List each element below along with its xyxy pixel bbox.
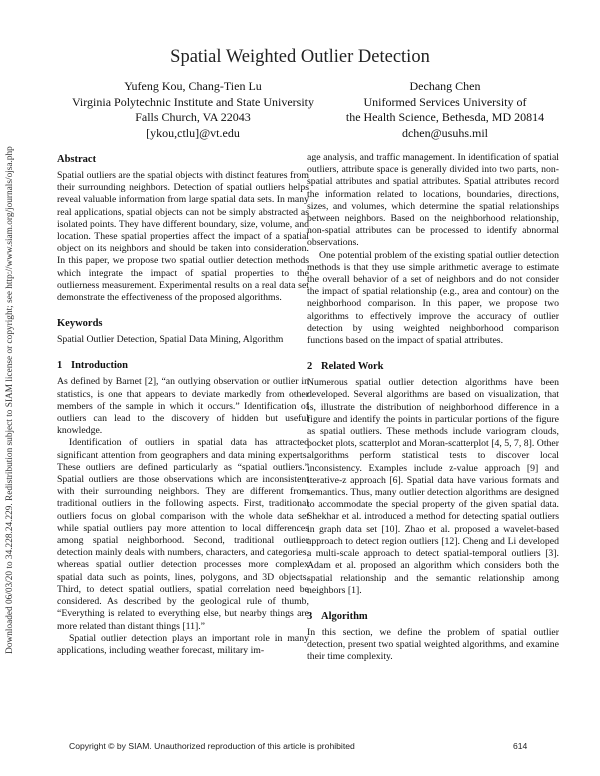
author-block-2	[310, 79, 580, 141]
author-address: Falls Church, VA 22043	[135, 110, 251, 124]
paragraph: Numerous spatial outlier detection algorithms have been developed. Several algorithms are based on visualization, that is, illustrate the distribution of neighborhood difference in a figure and identify the points in particular portions of the figure as spatial outliers. These methods include variogram clouds, pocket plots, scatterplot and Moran-scatterplot [4, 5, 7, 8]. Other algorithms perform statistical tests to discover local inconsistency. Examples include z-value approach [9] and iterative-z approach [6]. Spatial data have various formats and semantics. Thus, many outlier detection algorithms are designed to accommodate the special property of the given spatial data. Shekhar et al. introduced a method for detecting spatial outliers in graph data set [10]. Zhao et al. proposed a wavelet-based approach to detect region outliers [12]. Cheng and Li developed a multi-scale approach to detect spatial-temporal outliers [3]. Adam et al. proposed an algorithm which considers both the spatial relationship and the semantic relationship among neighbors [1].	[307, 377, 559, 596]
section-heading-algorithm	[307, 611, 559, 622]
section-number: 3	[307, 610, 313, 622]
section-number: 2	[307, 361, 313, 373]
author-email: dchen@usuhs.mil	[401, 125, 489, 140]
abstract-heading: Abstract	[57, 154, 97, 165]
download-notice-text: Downloaded 06/03/20 to 34.228.24.229. Redistribution subject to SIAM license or copyright; see http://www.siam.org/journals/ojsa.php	[5, 146, 15, 654]
paragraph: In this section, we define the problem of spatial outlier detection, present two spatial weighted algorithms, and examine their time complexity.	[307, 626, 559, 663]
paragraph: One potential problem of the existing spatial outlier detection methods is that they use simple arithmetic average to estimate the overall behavior of a set of neighbors and do not consider the impact of spatial relationship (e.g., area and contour) on the neighborhood comparison. In this paper, we propose two algorithms to effectively improve the accuracy of outlier detection by using weighted neighborhood comparison functions based on the impact of spatial attributes.	[307, 249, 559, 347]
paragraph: age analysis, and traffic management. In identification of spatial outliers, attribute space is generally divided into two parts, non-spatial attributes and spatial attributes. Spatial attributes record the information related to locations, boundaries, directions, sizes, and volumes, which determine the spatial relationships between neighbors. Based on the neighborhood relationship, non-spatial attributes can be processed to identify abnormal observations.	[307, 152, 559, 249]
section-title: Related Work	[321, 361, 384, 373]
author-email: [ykou,ctlu]@vt.edu	[146, 125, 240, 140]
page-number: 614	[513, 741, 528, 751]
keywords-text: Spatial Outlier Detection, Spatial Data Mining, Algorithm	[57, 334, 284, 346]
section-number: 1	[57, 360, 63, 372]
author-affiliation: Uniformed Services University of	[363, 94, 527, 109]
paper-title: Spatial Weighted Outlier Detection	[170, 47, 430, 67]
section-title: Algorithm	[321, 610, 368, 622]
author-names: Yufeng Kou, Chang-Tien Lu	[124, 79, 262, 93]
paragraph: As defined by Barnet [2], “an outlying observation or outlier in statistics, is one that appears to deviate markedly from other members of the sample in which it occurs.” Identification of outliers can lead to the discovery of hidden but useful knowledge.	[57, 376, 309, 437]
paragraph: Spatial outlier detection plays an important role in many applications, including weather forecast, military im-	[57, 632, 309, 656]
paragraph: Identification of outliers in spatial data has attracted significant attention from geographers and data mining experts. These outliers are defined particularly as “spatial outliers.” Spatial outliers are those observations which are inconsistent with their surrounding neighbors. They are different from traditional outliers in the following aspects. First, traditional outliers focus on global comparison with the whole data set while spatial outliers pay more attention to local differences among spatial neighborhood. Second, traditional outlier detection mainly deals with numbers, characters, and categories, whereas spatial outlier detection processes more complex spatial data such as points, lines, polygons, and 3D objects. Third, to detect spatial outliers, spatial correlation need be considered. As described by the geological rule of thumb, “Everything is related to everything else, but nearby things are more related than distant things [11].”	[57, 437, 309, 632]
download-notice	[3, 120, 17, 680]
section-heading-related-work	[307, 361, 559, 372]
left-column	[57, 154, 309, 657]
copyright-notice: Copyright © by SIAM. Unauthorized reproduction of this article is prohibited	[69, 741, 355, 751]
abstract-text: Spatial outliers are the spatial objects with distinct features from their surrounding neighbors. Detection of spatial outliers helps reveal valuable information from large spatial data sets. In many real applications, spatial objects can not be simply abstracted as isolated points. They have different boundary, size, volume, and location. These spatial properties affect the impact of a spatial object on its neighbors and should be taken into consideration. In this paper, we propose two spatial outlier detection methods which integrate the impact of spatial properties to the outlierness measurement. Experimental results on a real data set demonstrate the effectiveness of the proposed algorithms.	[57, 170, 309, 304]
author-block-1	[48, 79, 338, 141]
author-address: the Health Science, Bethesda, MD 20814	[345, 110, 545, 124]
keywords-heading: Keywords	[57, 318, 103, 330]
right-column	[307, 152, 559, 664]
section-title: Introduction	[71, 360, 128, 372]
author-affiliation: Virginia Polytechnic Institute and State University	[71, 94, 314, 109]
section-heading-introduction	[57, 360, 309, 371]
author-names: Dechang Chen	[409, 79, 481, 93]
